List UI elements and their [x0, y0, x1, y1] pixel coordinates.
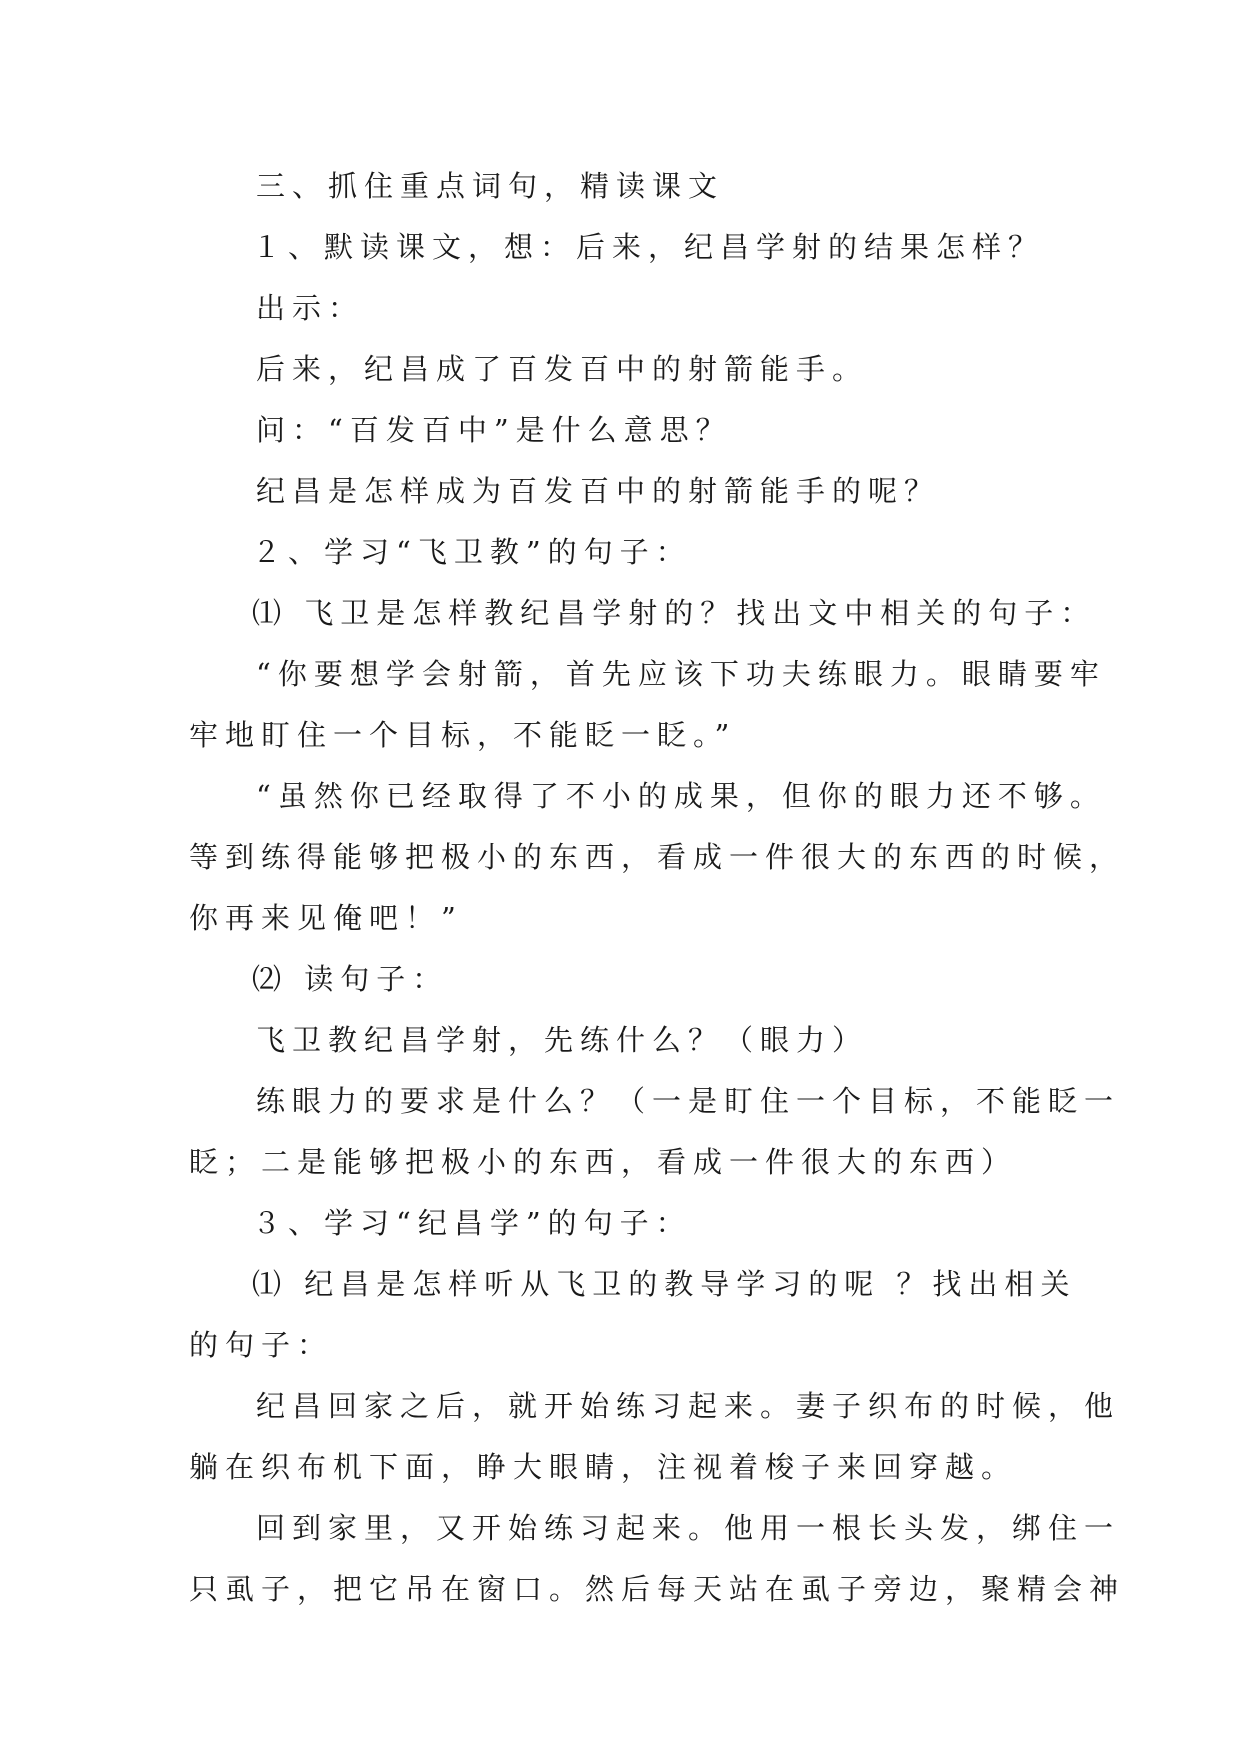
paragraph-line: 回到家里，又开始练习起来。他用一根长头发，绑住一 [256, 1511, 1121, 1545]
quote-line: “虽然你已经取得了不小的成果，但你的眼力还不够。 [256, 779, 1106, 813]
paragraph-line: 躺在织布机下面，睁大眼睛，注视着梭子来回穿越。 [189, 1450, 1018, 1484]
paragraph-line: 问：“百发百中”是什么意思？ [256, 413, 732, 447]
sub-item-line: ⑴ 纪昌是怎样听从飞卫的教导学习的呢 ？找出相关 [252, 1267, 1077, 1301]
step-2-heading: ２、学习“飞卫教”的句子： [252, 535, 692, 569]
paragraph-line: 出示： [256, 291, 365, 325]
section-heading: 三、抓住重点词句，精读课文 [256, 169, 725, 203]
step-1-heading: １、默读课文，想：后来，纪昌学射的结果怎样？ [252, 230, 1045, 264]
paragraph-line: 飞卫教纪昌学射，先练什么？（眼力） [256, 1023, 869, 1057]
quote-line: 等到练得能够把极小的东西，看成一件很大的东西的时候， [189, 840, 1126, 874]
paragraph-line: 眨；二是能够把极小的东西，看成一件很大的东西） [189, 1145, 1018, 1179]
paragraph-line: 纪昌是怎样成为百发百中的射箭能手的呢？ [256, 474, 941, 508]
quote-line: “你要想学会射箭，首先应该下功夫练眼力。眼睛要牢 [256, 657, 1106, 691]
sub-item-line: ⑵ 读句子： [252, 962, 449, 996]
step-3-heading: ３、学习“纪昌学”的句子： [252, 1206, 692, 1240]
paragraph-line: 的句子： [189, 1328, 334, 1362]
paragraph-line: 练眼力的要求是什么？（一是盯住一个目标，不能眨一 [256, 1084, 1121, 1118]
paragraph-line: 只虱子，把它吊在窗口。然后每天站在虱子旁边，聚精会神 [189, 1572, 1126, 1606]
paragraph-line: 纪昌回家之后，就开始练习起来。妻子织布的时候，他 [256, 1389, 1121, 1423]
quote-line: 你再来见俺吧！” [189, 901, 463, 935]
sub-item-line: ⑴ 飞卫是怎样教纪昌学射的？找出文中相关的句子： [252, 596, 1097, 630]
paragraph-line: 后来，纪昌成了百发百中的射箭能手。 [256, 352, 869, 386]
quote-line: 牢地盯住一个目标，不能眨一眨。” [189, 718, 737, 752]
